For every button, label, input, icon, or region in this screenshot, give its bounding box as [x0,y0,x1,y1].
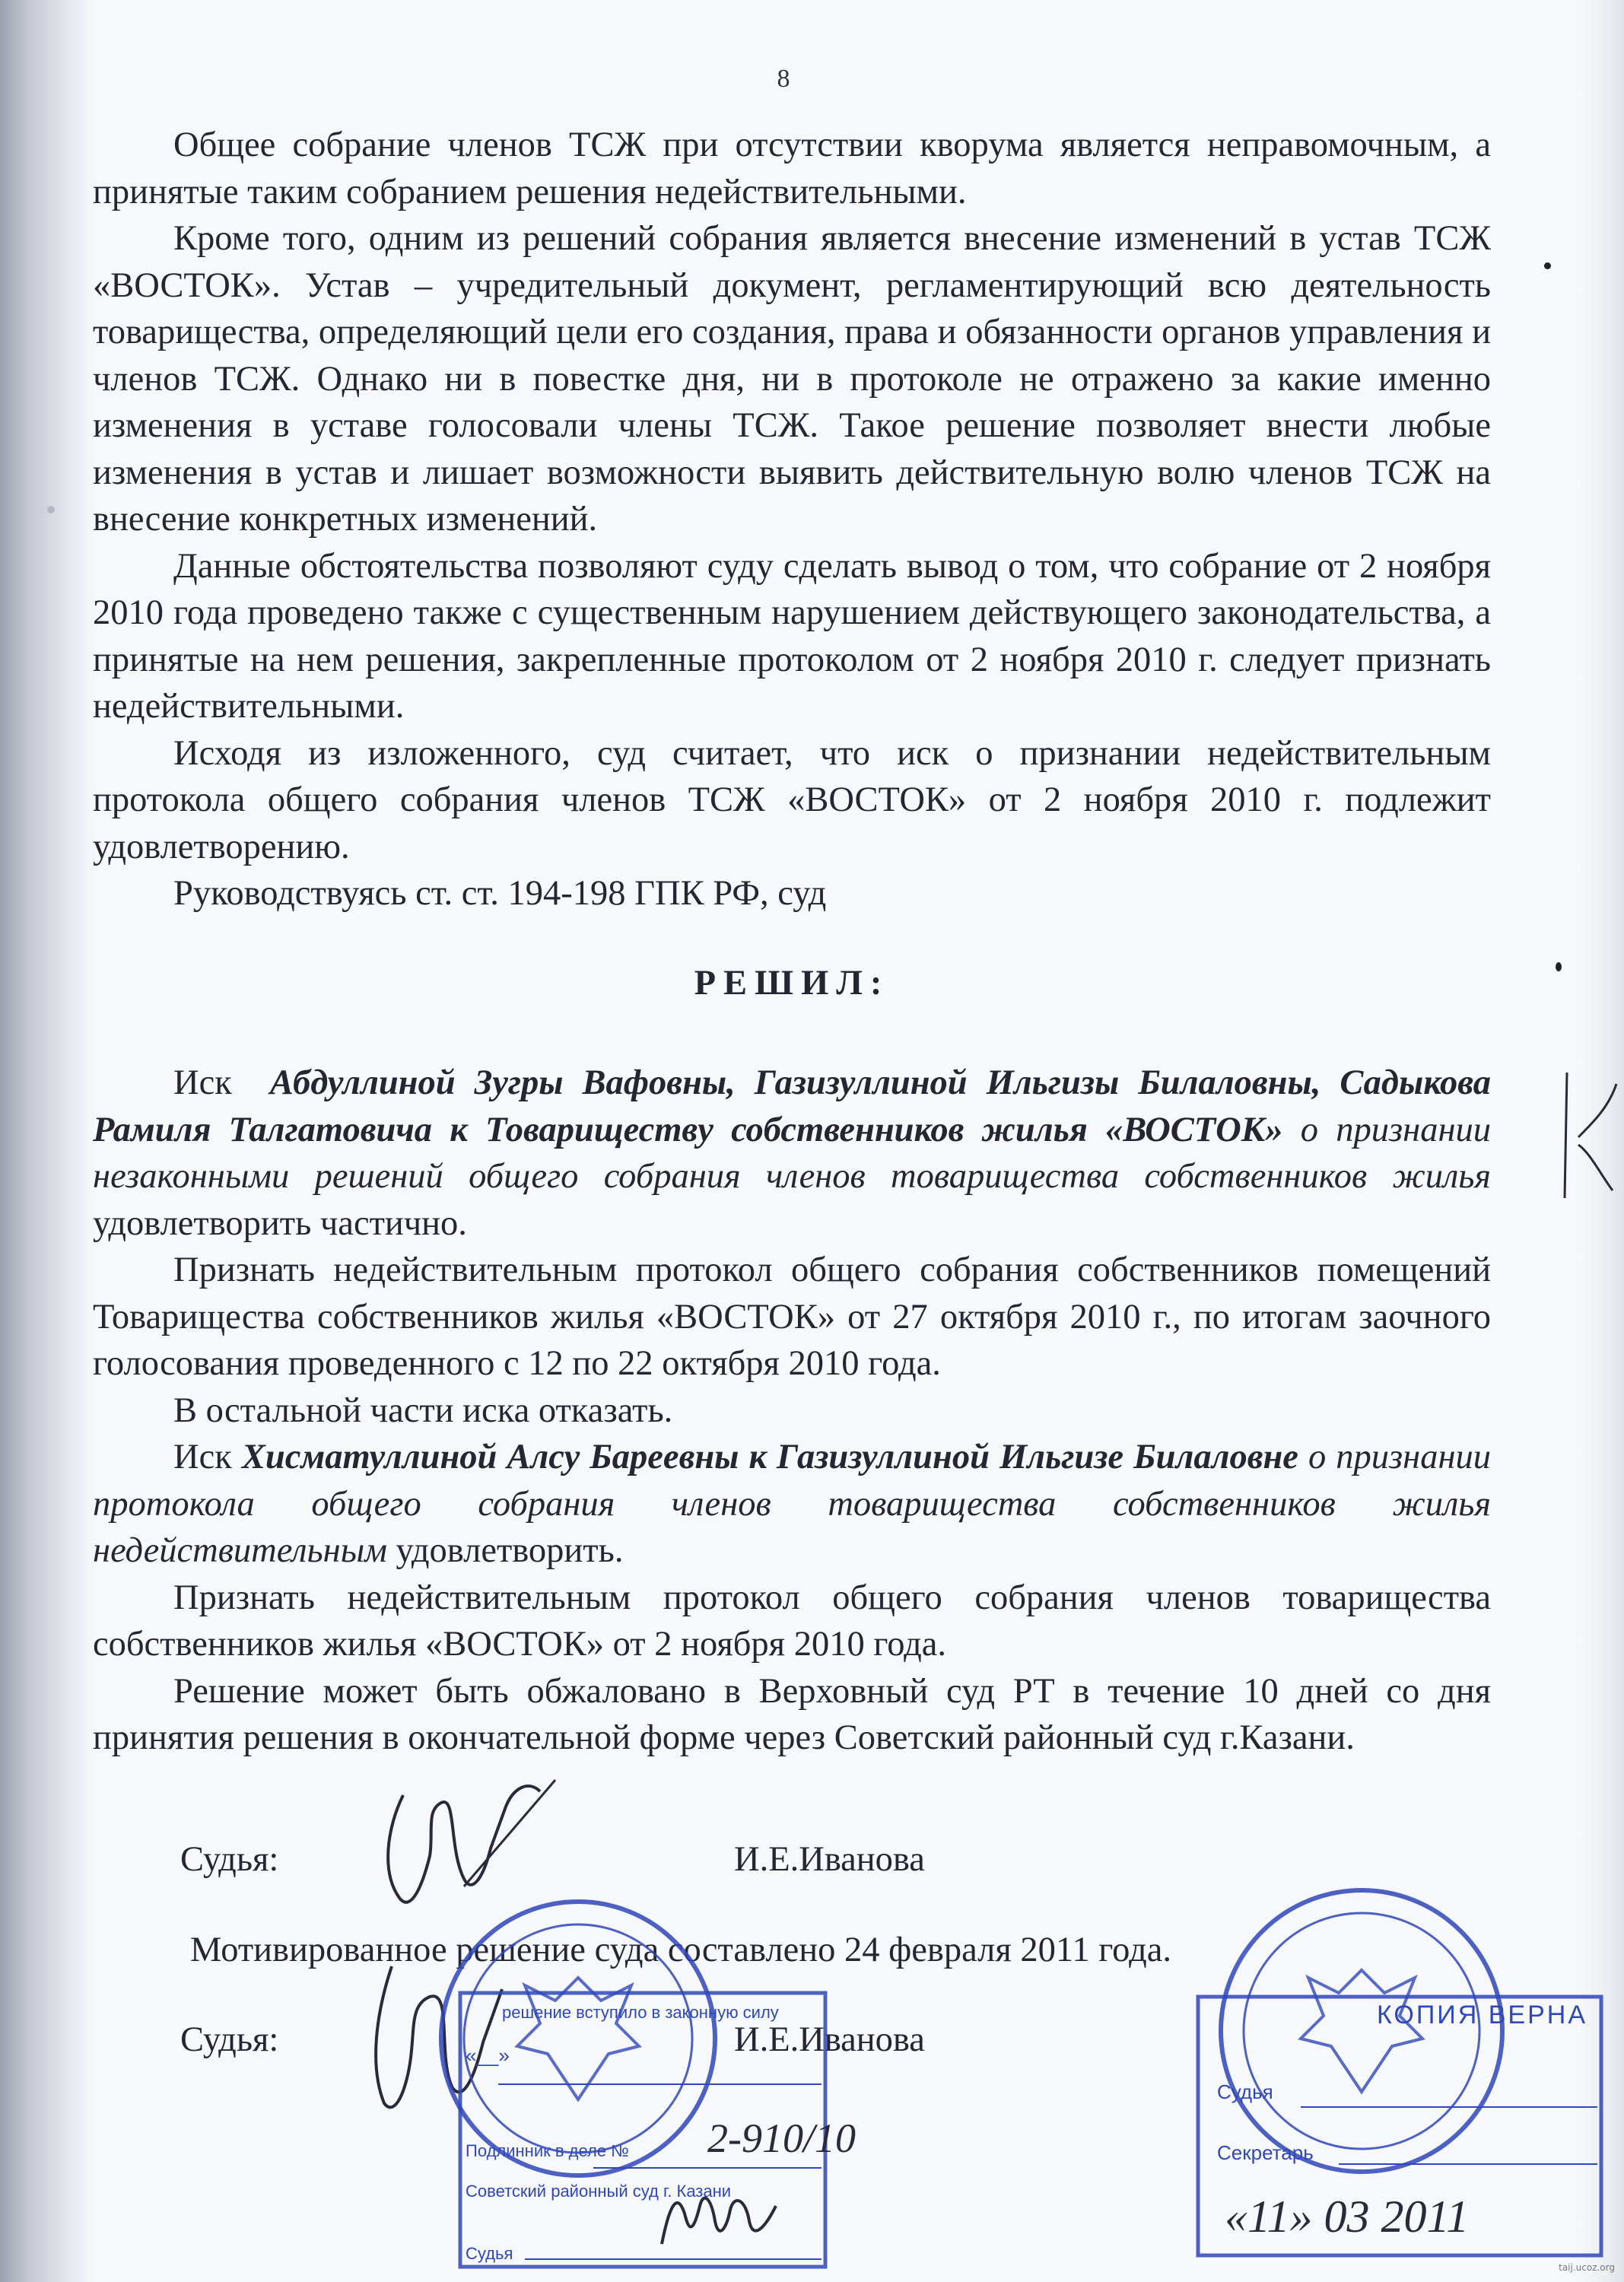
decision-paragraph: В остальной части иска отказать. [173,1390,673,1430]
paragraph: Руководствуясь ст. ст. 194-198 ГПК РФ, суд [173,874,827,913]
stamp-text: решение вступило в законную силу [502,2003,779,2022]
claim-subject: о признании незаконными решений общего собрания членов товарищества собственников жилья [93,1110,1492,1196]
stamp-text: Подлинник в деле № [466,2141,629,2160]
claim-lead: Иск [173,1438,232,1476]
document-body [93,122,1491,1762]
stamp-text: Секретарь [1217,2141,1314,2164]
stamp-text: Судья [1217,2080,1273,2103]
decision-paragraph: Решение может быть обжаловано в Верховный суд РТ в течение 10 дней со дня принятия решения в окончательной форме через Советский районный суд г.Казани. [93,1671,1491,1757]
copy-date: «11» 03 2011 [1225,2191,1470,2242]
claim-subject: о признании протокола общего собрания членов товарищества собственников жилья недействительным [93,1438,1492,1570]
paragraph: Общее собрание членов ТСЖ при отсутствии кворума является неправомочным, а принятые таким собранием решения недействительными. [93,126,1491,211]
stamp-text: «__» [466,2044,510,2067]
scanner-shadow [0,0,95,2282]
paragraph: Данные обстоятельства позволяют суду сделать вывод о том, что собрание от 2 ноября 2010 года проведено также с существенным нарушением действующего законодательства, а принятые на нем решения, закрепленные протоколом от 2 ноября 2010 г. следует признать недействительными. [93,546,1491,726]
copy-verified-title: КОПИЯ ВЕРНА [1377,2001,1588,2029]
stamp-text: Судья [466,2244,513,2263]
judge-name: И.Е.Иванова [734,1840,925,1879]
page-number: 8 [777,65,790,93]
scan-speck [47,506,55,513]
paragraph: Исходя из изложенного, суд считает, что иск о признании недействительным протокола общего собрания членов ТСЖ «ВОСТОК» от 2 ноября 2010 г. подлежит удовлетворению. [93,733,1491,866]
stamp-text: Советский районный суд г. Казани [466,2182,732,2201]
claim-verdict: удовлетворить. [396,1531,624,1570]
motivated-decision-note: Мотивированное решение суда составлено 24 февраля 2011 года. [190,1931,1172,1969]
decision-paragraph [93,1434,1491,1575]
decision-paragraph [93,1060,1491,1247]
scan-speck [1544,262,1551,269]
judge-label: Судья: [180,2020,279,2059]
decision-paragraph: Признать недействительным протокол общего собрания членов товарищества собственников жилья «ВОСТОК» от 2 ноября 2010 года. [93,1578,1491,1664]
claim-parties: Хисматуллиной Алсу Бареевны к Газизуллиной Ильгизе Билаловне [241,1438,1298,1476]
decision-paragraph: Признать недействительным протокол общего собрания собственников помещений Товарищества собственников жилья «ВОСТОК» от 27 октября 2010 г., по итогам заочного голосования проведенного с 12 по 22 октября 2010 года. [93,1251,1491,1383]
case-number: 2-910/10 [707,2115,856,2161]
judge-name: И.Е.Иванова [734,2020,925,2059]
judge-label: Судья: [180,1840,279,1879]
claim-verdict: удовлетворить частично. [93,1203,467,1243]
claim-lead: Иск [173,1063,232,1102]
site-watermark: taij.ucoz.org [1559,2262,1615,2273]
left-court-stamp [426,1886,852,2282]
scan-speck [1556,962,1562,971]
margin-mark [1556,1069,1620,1202]
paragraph: Кроме того, одним из решений собрания является внесение изменений в устав ТСЖ «ВОСТОК». Устав – учредительный документ, регламентирующий всю деятельность товарищества, определяющий цели его создания, права и обязанности органов управления и членов ТСЖ. Однако ни в повестке дня, ни в протоколе не отражено за какие именно изменения в уставе голосовали члены ТСЖ. Такое решение позволяет внести любые изменения в устав и лишает возможности выявить действительную волю членов ТСЖ на внесение конкретных изменений. [93,219,1491,539]
decision-heading: РЕШИЛ: [694,963,890,1003]
claim-parties: Абдуллиной Зугры Вафовны, Газизуллиной Ильгизы Билаловны, Садыкова Рамиля Талгатовича к Товариществу собственников жилья «ВОСТОК» [93,1063,1491,1149]
